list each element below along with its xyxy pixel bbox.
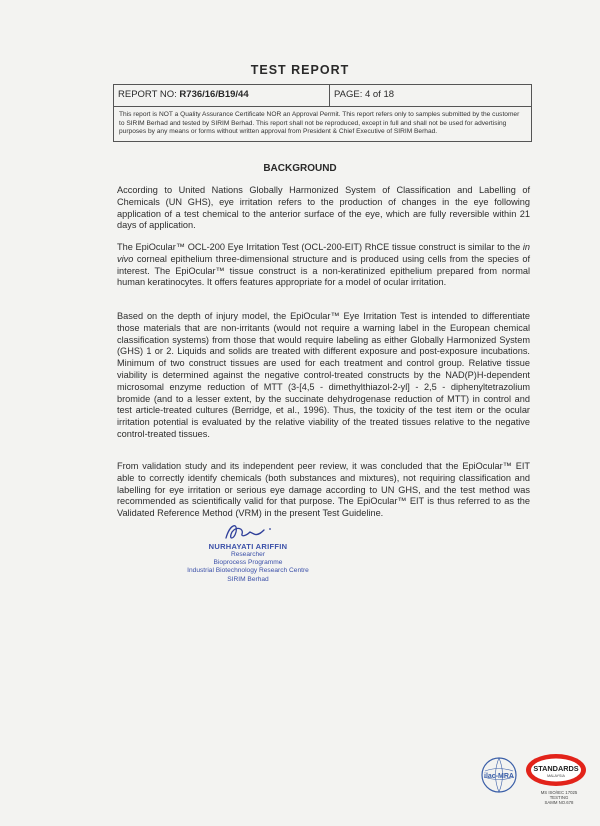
paragraph-2 xyxy=(117,242,530,289)
paragraph-3 xyxy=(117,311,530,441)
signature-icon xyxy=(218,520,278,544)
report-number-label: REPORT NO: xyxy=(118,89,180,100)
signatory-name: NURHAYATI ARIFFIN xyxy=(208,542,288,551)
paragraph-2-text-a: The EpiOcular™ OCL-200 Eye Irritation Test (OCL-200-EIT) RhCE tissue construct is similar to the xyxy=(117,242,523,252)
caption-line-1: MS ISO/IEC 17025 xyxy=(540,790,578,795)
paragraph-1-text: According to United Nations Globally Harmonized System of Classification and Labelling of Chemicals (UN GHS), eye irritation refers to the production of changes in the eye following application of a test chemical to the anterior surface of the eye, which are fully reversible within 21 days of application. xyxy=(117,185,530,231)
report-number-value: R736/16/B19/44 xyxy=(179,89,249,100)
accreditation-logos xyxy=(480,752,590,822)
paragraph-2-text-b: corneal epithelium three-dimensional structure and is produced using cells from the species of interest. The EpiOcular™ tissue construct is a non-keratinized epithelium prepared from normal human keratinocytes. It offers features appropriate for a model of ocular irritation. xyxy=(117,253,530,288)
ilac-mra-logo-icon xyxy=(480,756,518,794)
disclaimer-text: This report is NOT a Quality Assurance Certificate NOR an Approval Permit. This report refers only to samples submitted by the customer to SIRIM Berhad and tested by SIRIM Berhad. This report shall not be reproduced, except in full and shall not be used for advertising purposes by any means or forms without written approval from President & Chief Executive of SIRIM Berhad. xyxy=(119,111,520,136)
svg-text:ilac-MRA: ilac-MRA xyxy=(484,773,514,780)
paragraph-4 xyxy=(117,461,530,520)
report-title: TEST REPORT xyxy=(250,63,350,77)
signatory-org: SIRIM Berhad xyxy=(227,575,269,583)
svg-text:MALAYSIA: MALAYSIA xyxy=(547,774,565,778)
standards-malaysia-logo-icon xyxy=(524,752,588,788)
signatory-programme: Bioprocess Programme xyxy=(213,559,283,567)
signatory-role: Researcher xyxy=(230,551,266,558)
report-number-cell xyxy=(114,85,330,106)
page-number-cell: PAGE: 4 of 18 xyxy=(334,89,395,100)
accreditation-caption xyxy=(528,790,590,805)
caption-line-3: SAMM NO.678 xyxy=(544,800,574,805)
caption-line-2: TESTING xyxy=(549,795,569,800)
signatory-centre: Industrial Biotechnology Research Centre xyxy=(187,567,309,575)
svg-text:STANDARDS: STANDARDS xyxy=(533,764,579,773)
signatory-stamp xyxy=(168,520,328,584)
paragraph-2-italic: in vivo xyxy=(117,242,530,264)
paragraph-3-text: Based on the depth of injury model, the EpiOcular™ Eye Irritation Test is intended to differentiate those materials that are non-irritants (would not require a warning label in the European chemical classification systems) from those that would require labeling as either Globally Harmonized System (GHS) 1 or 2. Liquids and solids are treated with different exposure and post-exposure incubations. Minimum of two construct tissues are used for each treatment and control group. Relative tissue viability is determined against the negative control-treated constructs by the NAD(P)H-dependent microsomal enzyme reduction of MTT (3-[4,5 - dimethylthiazol-2-yl] - 2,5 - diphenyltetrazolium bromide (and to a lesser extent, by the succinate dehydrogenase reduction of MTT) in control and test article-treated cultures (Berridge, et al., 1996). Thus, the toxicity of the test item or the ocular irritation potential is evaluated by the relative viability of the treated tissues relative to the negative control-treated tissues. xyxy=(117,311,530,439)
section-heading: BACKGROUND xyxy=(263,163,337,174)
report-header-table xyxy=(113,84,532,142)
paragraph-1 xyxy=(117,185,530,232)
report-header-row xyxy=(114,85,531,107)
paragraph-4-text: From validation study and its independent peer review, it was concluded that the EpiOcular™ EIT able to correctly identify chemicals (both substances and mixtures), not requiring classification and labelling for eye irritation or serious eye damage according to UN GHS, and the test method was recommended as scientifically valid for that purpose. The EpiOcular™ EIT is thus referred to as the Validated Reference Method (VRM) in the present Test Guideline. xyxy=(117,461,530,519)
